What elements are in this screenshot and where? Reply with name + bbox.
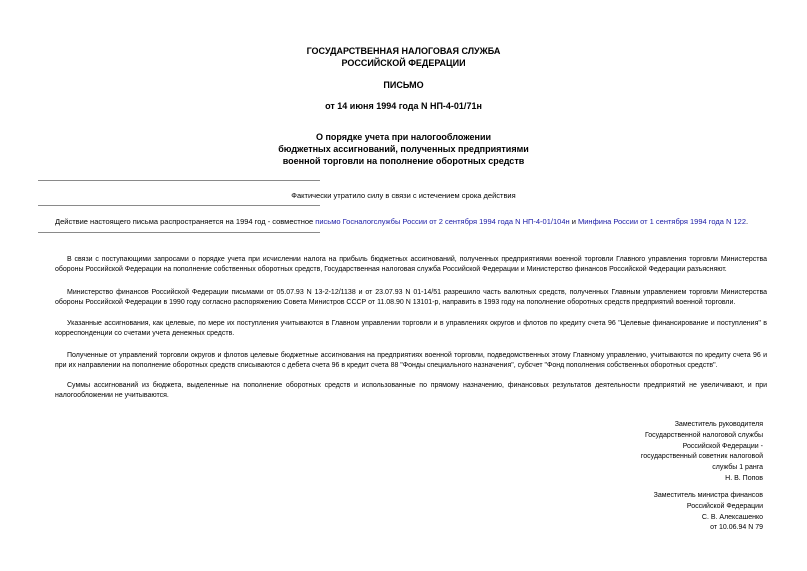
signer-position: государственный советник налоговой (640, 453, 763, 461)
signer-position: службы 1 ранга (712, 464, 763, 472)
issuer-line-2: РОССИЙСКОЙ ФЕДЕРАЦИИ (341, 58, 466, 68)
link-minfin-letter[interactable]: Минфина России от 1 сентября 1994 года N 122 (578, 217, 746, 226)
signer-position: Государственной налоговой службы (644, 431, 763, 439)
paragraph: Суммы ассигнований из бюджета, выделенные на пополнение оборотных средств и использованные по прямому назначению, финансовых результатов деятельности предприятий не увеличивают, и при налогообложении не учитываются. (55, 382, 767, 399)
signer-name: Н. В. Попов (725, 474, 763, 482)
scope-note-mid: и (569, 217, 578, 226)
paragraph: Полученные от управлений торговли округов и флотов целевые бюджетные ассигнования на предприятиях военной торговли, подведомственных этому Главному управлению, учитываются по кредиту счета 96 и при их направлении на пополнение оборотных средств списываются с дебета счета 96 в кредит счета 88 "Фонды специального назначения", субсчет "Фонд пополнения собственных оборотных средств". (55, 352, 767, 369)
divider (38, 232, 320, 233)
scope-note (55, 217, 748, 227)
title-line-1: О порядке учета при налогообложении (315, 132, 492, 142)
title-line-3: военной торговли на пополнение оборотных средств (282, 156, 525, 166)
scope-note-suffix: . (746, 217, 749, 226)
scope-note-prefix: Действие настоящего письма распространяется на 1994 год - совместное (55, 217, 316, 226)
document-type: ПИСЬМО (383, 80, 424, 90)
document-date: от 14 июня 1994 года N НП-4-01/71н (325, 101, 482, 111)
signer-position: Российской Федерации - (682, 442, 763, 450)
divider (38, 205, 320, 206)
paragraph: В связи с поступающими запросами о порядке учета при исчислении налога на прибыль бюджетных ассигнований, полученных предприятиями военной торговли Главного управления торговли Министерства обороны Российской Федерации на пополнение собственных оборотных средств, Государственная налоговая служба Российской Федерации и Министерство финансов Российской Федерации разъясняют. (55, 256, 767, 273)
signer-position: Заместитель руководителя (674, 421, 763, 428)
title-line-2: бюджетных ассигнований, полученных предприятиями (278, 144, 529, 154)
link-gns-letter[interactable]: письмо Госналогслужбы России от 2 сентября 1994 года N НП-4-01/104н (315, 217, 570, 226)
divider (38, 180, 320, 181)
paragraph: Указанные ассигнования, как целевые, по мере их поступления учитываются в Главном управлении торговли и в управлениях округов и флотов по кредиту счета 96 "Целевые финансирование и поступления" в корреспонденции со счетами учета денежных средств. (55, 320, 767, 337)
paragraph: Министерство финансов Российской Федерации письмами от 05.07.93 N 13-2-12/1138 и от 23.07.93 N 01-14/51 разрешило часть валютных средств, полученных Главным управлением торговли Министерства обороны Российской Федерации в 1990 году согласно распоряжению Совета Министров СССР от 11.08.90 N 13101-р, направить в 1993 году на пополнение оборотных средств предприятий военной торговли. (55, 289, 767, 306)
signature-block-gns (641, 420, 763, 485)
issuer-line-1: ГОСУДАРСТВЕННАЯ НАЛОГОВАЯ СЛУЖБА (306, 46, 501, 56)
status-note: Фактически утратило силу в связи с истечением срока действия (291, 191, 516, 200)
signer-name: С. В. Алексашенко (701, 513, 763, 521)
document-reference: от 10.06.94 N 79 (710, 524, 763, 532)
signer-position: Российской Федерации (686, 502, 763, 510)
signer-position: Заместитель министра финансов (653, 492, 763, 499)
signature-block-minfin (654, 491, 763, 534)
